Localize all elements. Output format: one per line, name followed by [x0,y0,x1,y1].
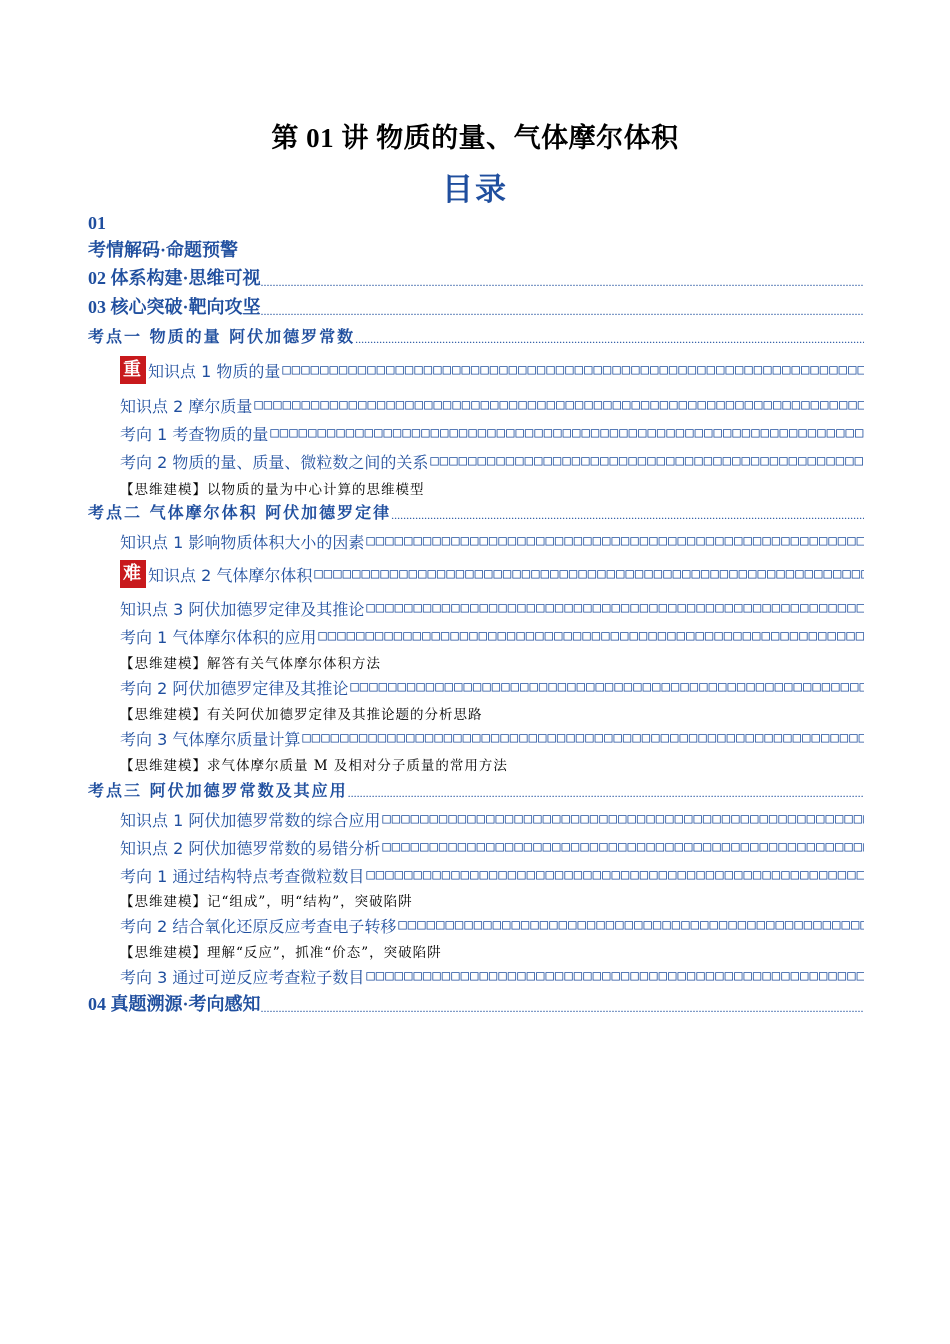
dot-leader [391,508,864,523]
toc-kd3-item-1[interactable] [120,808,864,830]
box-leader [318,628,864,644]
toc-kd2-item-3[interactable] [120,597,864,619]
difficult-point-badge: 难 [120,560,146,588]
toc-kd1-note: 【思维建模】以物质的量为中心计算的思维模型 [120,482,425,498]
box-leader [398,917,864,933]
box-leader [270,425,864,441]
toc-item-label: 知识点 2 阿伏加德罗常数的易错分析 [120,838,381,858]
dot-leader [261,304,864,319]
box-leader [366,533,864,549]
page-title: 第 01 讲 物质的量、气体摩尔体积 [271,123,679,153]
toc-item-label: 考向 2 阿伏加德罗定律及其推论 [120,678,349,698]
toc-item-label: 考向 2 结合氧化还原反应考查电子转移 [120,916,397,936]
toc-section-01-number-text: 01 [88,213,106,233]
toc-kd3-item-2[interactable] [120,836,864,858]
box-leader [254,397,864,413]
box-leader [282,362,864,378]
toc-heading: 目录 [442,172,508,207]
toc-kd1-item-2[interactable] [120,394,864,416]
box-leader [382,811,864,827]
toc-item-label: 知识点 1 影响物质体积大小的因素 [120,532,365,552]
toc-kd1-item-1[interactable] [120,355,864,385]
toc-kd3-note-1: 【思维建模】记“组成”，明“结构”，突破陷阱 [120,894,413,910]
toc-kd3-item-3[interactable] [120,864,864,886]
toc-section-01-number[interactable] [88,210,864,234]
toc-kd2-note-3: 【思维建模】求气体摩尔质量 M 及相对分子质量的常用方法 [120,758,508,774]
toc-kd2-item-6[interactable] [120,727,864,749]
toc-item-label: 考向 3 气体摩尔质量计算 [120,729,301,749]
box-leader [314,566,864,582]
toc-kd3-item-5[interactable] [120,965,864,987]
toc-section-04[interactable] [88,992,864,1016]
toc-section-02[interactable] [88,266,864,290]
toc-item-label: 知识点 2 气体摩尔体积 [148,565,313,585]
toc-kaodian-2[interactable] [88,501,864,523]
toc-kaodian-3[interactable] [88,779,864,801]
dot-leader [348,786,864,801]
toc-kaodian-1-title: 考点一 物质的量 阿伏加德罗常数 [88,327,356,346]
box-leader [366,867,864,883]
toc-kd2-note-1: 【思维建模】解答有关气体摩尔体积方法 [120,656,381,672]
dot-leader [261,1001,864,1016]
toc-kaodian-1[interactable] [88,325,864,347]
toc-item-label: 考向 3 通过可逆反应考查粒子数目 [120,967,365,987]
toc-kd2-item-4[interactable] [120,625,864,647]
box-leader [302,730,864,746]
toc-section-02-label: 02 体系构建·思维可视 [88,268,261,288]
toc-section-01[interactable] [88,238,864,262]
toc-kaodian-3-title: 考点三 阿伏加德罗常数及其应用 [88,781,348,800]
toc-item-label: 考向 1 气体摩尔体积的应用 [120,627,317,647]
toc-item-label: 知识点 3 阿伏加德罗定律及其推论 [120,599,365,619]
box-leader [366,968,864,984]
toc-kd3-note-2: 【思维建模】理解“反应”，抓准“价态”，突破陷阱 [120,945,442,961]
toc-item-label: 考向 1 通过结构特点考查微粒数目 [120,866,365,886]
toc-kd2-note-2: 【思维建模】有关阿伏加德罗定律及其推论题的分析思路 [120,707,483,723]
toc-item-label: 考向 1 考查物质的量 [120,424,269,444]
toc-item-label: 考向 2 物质的量、质量、微粒数之间的关系 [120,452,429,472]
box-leader [350,679,864,695]
toc-kd1-item-4[interactable] [120,450,864,472]
toc-section-03[interactable] [88,295,864,319]
box-leader [366,600,864,616]
toc-kd2-item-1[interactable] [120,530,864,552]
toc-item-label: 知识点 1 物质的量 [148,361,281,381]
toc-kd2-item-2[interactable] [120,559,864,589]
key-point-badge: 重 [120,356,146,384]
toc-section-03-label: 03 核心突破·靶向攻坚 [88,297,261,317]
toc-kd2-item-5[interactable] [120,676,864,698]
toc-item-label: 知识点 1 阿伏加德罗常数的综合应用 [120,810,381,830]
toc-section-04-label: 04 真题溯源·考向感知 [88,994,261,1014]
toc-kaodian-2-title: 考点二 气体摩尔体积 阿伏加德罗定律 [88,503,392,522]
dot-leader [355,332,864,347]
toc-kd3-item-4[interactable] [120,914,864,936]
dot-leader [261,275,864,290]
toc-kd1-item-3[interactable] [120,422,864,444]
box-leader [382,839,864,855]
toc-item-label: 知识点 2 摩尔质量 [120,396,253,416]
toc-section-01-label: 考情解码·命题预警 [88,240,239,260]
box-leader [430,453,864,469]
